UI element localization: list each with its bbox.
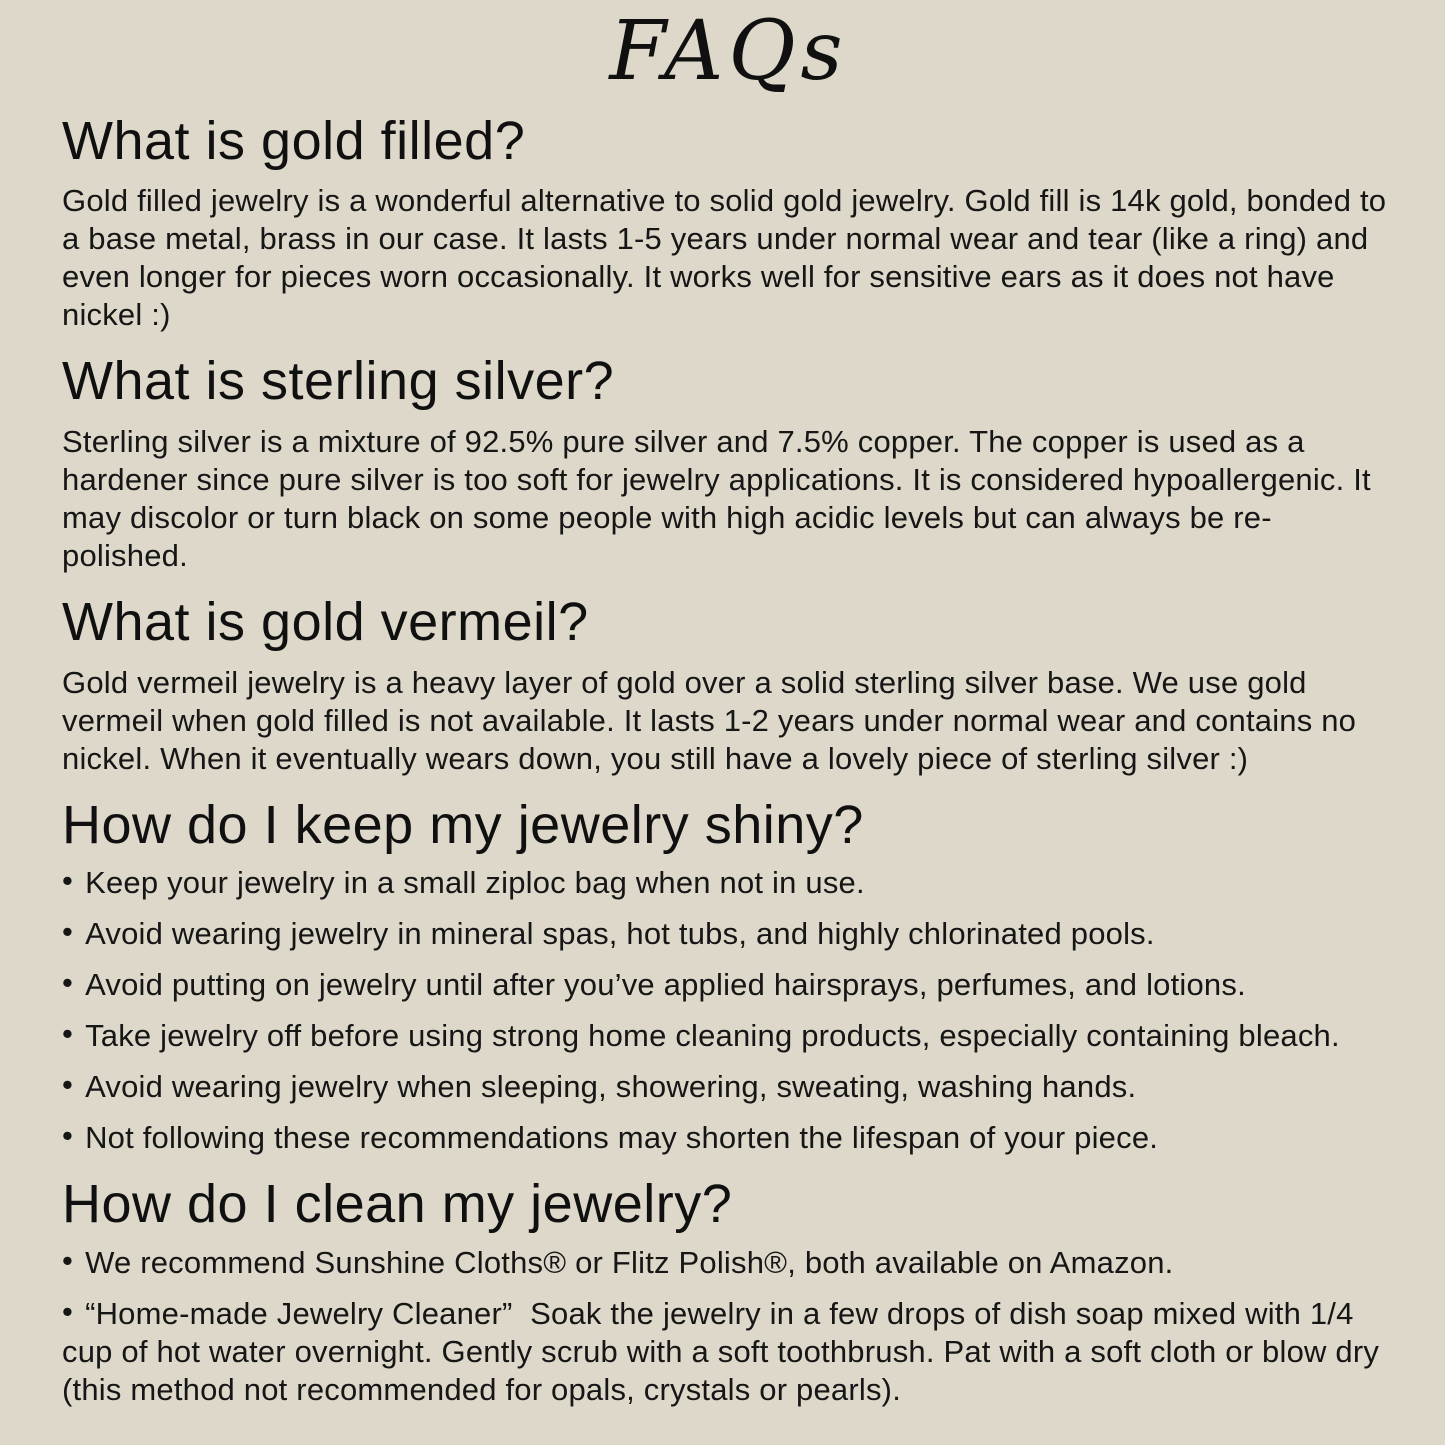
- bullet-icon: •: [62, 863, 74, 899]
- page-title: FAQs: [609, 4, 848, 99]
- list-item: [62, 915, 1395, 953]
- bullet-icon: •: [62, 1118, 74, 1154]
- bullet-icon: •: [62, 1067, 74, 1103]
- list-item-text: Avoid putting on jewelry until after you’ve applied hairsprays, perfumes, and lotions.: [85, 967, 1246, 1003]
- bullet-icon: •: [62, 1016, 74, 1052]
- heading-sterling-silver: What is sterling silver?: [62, 351, 615, 412]
- heading-gold-filled: What is gold filled?: [62, 110, 526, 171]
- list-item-text: Take jewelry off before using strong home cleaning products, especially containing bleach.: [85, 1018, 1340, 1054]
- heading-keep-shiny: How do I keep my jewelry shiny?: [62, 794, 864, 855]
- list-item-text: Keep your jewelry in a small ziploc bag when not in use.: [85, 865, 865, 901]
- list-item: [62, 1119, 1395, 1157]
- bullet-icon: •: [62, 965, 74, 1001]
- bullet-icon: •: [62, 914, 74, 950]
- list-keep-shiny: [62, 864, 1395, 1157]
- section-gold-vermeil: [62, 591, 1395, 778]
- list-item-text: Avoid wearing jewelry in mineral spas, hot tubs, and highly chlorinated pools.: [85, 916, 1155, 952]
- list-item-text: We recommend Sunshine Cloths® or Flitz Polish®, both available on Amazon.: [85, 1244, 1174, 1280]
- list-item: [62, 966, 1395, 1004]
- list-item-text: “Home-made Jewelry Cleaner” Soak the jewelry in a few drops of dish soap mixed with 1/4 cup of hot water overnight. Gently scrub with a soft toothbrush. Pat with a soft cloth or blow dry (this method not recommended for opals, crystals or pearls).: [62, 1295, 1388, 1407]
- answer-sterling-silver: Sterling silver is a mixture of 92.5% pure silver and 7.5% copper. The copper is used as a hardener since pure silver is too soft for jewelry applications. It is considered hypoallergenic. It may discolor or turn black on some people with high acidic levels but can always be re-polished.: [62, 423, 1380, 573]
- bullet-icon: •: [62, 1293, 74, 1329]
- list-item: [62, 1244, 1395, 1282]
- bullet-icon: •: [62, 1242, 74, 1278]
- answer-gold-filled: Gold filled jewelry is a wonderful alternative to solid gold jewelry. Gold fill is 14k gold, bonded to a base metal, brass in our case. It lasts 1-5 years under normal wear and tear (like a ring) and even longer for pieces worn occasionally. It works well for sensitive ears as it does not have nickel :): [62, 183, 1396, 333]
- list-clean-jewelry: [62, 1244, 1395, 1409]
- section-gold-filled: [62, 110, 1395, 335]
- list-item: [62, 1068, 1395, 1106]
- section-sterling-silver: [62, 350, 1395, 575]
- section-keep-shiny: [62, 794, 1395, 1158]
- list-item-text: Not following these recommendations may shorten the lifespan of your piece.: [85, 1120, 1159, 1156]
- heading-gold-vermeil: What is gold vermeil?: [62, 591, 589, 652]
- heading-clean-jewelry: How do I clean my jewelry?: [62, 1174, 733, 1235]
- list-item: [62, 1295, 1395, 1409]
- answer-gold-vermeil: Gold vermeil jewelry is a heavy layer of gold over a solid sterling silver base. We use gold vermeil when gold filled is not available. It lasts 1-2 years under normal wear and contains no nickel. When it eventually wears down, you still have a lovely piece of sterling silver :): [62, 664, 1365, 776]
- list-item: [62, 864, 1395, 902]
- list-item: [62, 1017, 1395, 1055]
- list-item-text: Avoid wearing jewelry when sleeping, showering, sweating, washing hands.: [85, 1069, 1137, 1105]
- section-clean-jewelry: [62, 1173, 1395, 1409]
